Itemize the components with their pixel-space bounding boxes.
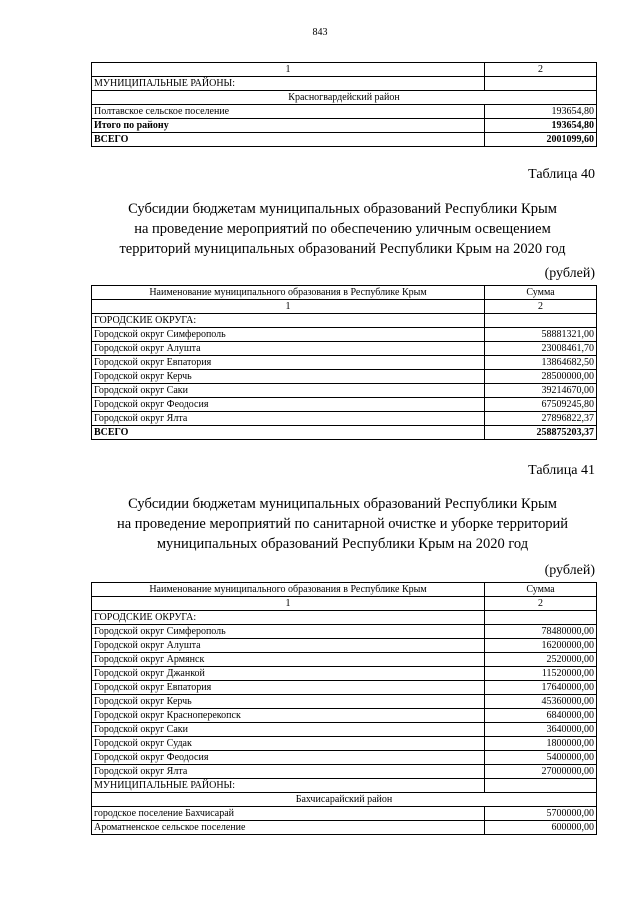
table-prev-body <box>92 63 597 147</box>
table-row <box>92 625 597 639</box>
row-name: Городской округ Алушта <box>92 342 485 356</box>
table-prev <box>91 62 597 147</box>
title-line: на проведение мероприятий по обеспечению уличным освещением <box>134 221 551 237</box>
col-num-2: 2 <box>485 300 597 314</box>
row-value: 27896822,37 <box>485 412 597 426</box>
header-sum: Сумма <box>485 286 597 300</box>
row-value: 600000,00 <box>485 821 597 835</box>
title-line: муниципальных образований Республики Крым на 2020 год <box>156 536 529 552</box>
table-row <box>92 793 597 807</box>
row-name: Городской округ Керчь <box>92 370 485 384</box>
table40-label: Таблица 40 <box>528 167 595 182</box>
table41-body <box>92 583 597 835</box>
col-num-1: 1 <box>92 63 485 77</box>
table-row <box>92 611 597 625</box>
table41 <box>91 582 597 835</box>
row-value: 67509245,80 <box>485 398 597 412</box>
row-name: Городской округ Джанкой <box>92 667 485 681</box>
row-name: Городской округ Феодосия <box>92 751 485 765</box>
row-name: Полтавское сельское поселение <box>92 105 485 119</box>
table-header-nums <box>92 597 597 611</box>
table40-title <box>60 199 625 259</box>
table-row <box>92 821 597 835</box>
section-label: ГОРОДСКИЕ ОКРУГА: <box>92 611 485 625</box>
table-row <box>92 667 597 681</box>
table-row <box>92 328 597 342</box>
table-row <box>92 807 597 821</box>
section-label: МУНИЦИПАЛЬНЫЕ РАЙОНЫ: <box>92 77 485 91</box>
table-header <box>92 286 597 300</box>
table41-units: (рублей) <box>544 563 595 578</box>
row-value <box>485 77 597 91</box>
row-value: 5700000,00 <box>485 807 597 821</box>
row-value: 5400000,00 <box>485 751 597 765</box>
subsection-label: Бахчисарайский район <box>92 793 597 807</box>
row-name: Городской округ Ялта <box>92 412 485 426</box>
table-header-nums <box>92 300 597 314</box>
row-value: 28500000,00 <box>485 370 597 384</box>
table-row <box>92 723 597 737</box>
table-row <box>92 314 597 328</box>
row-value: 23008461,70 <box>485 342 597 356</box>
table-row <box>92 105 597 119</box>
header-name: Наименование муниципального образования в Республике Крым <box>92 583 485 597</box>
total-label: Итого по району <box>92 119 485 133</box>
row-value: 3640000,00 <box>485 723 597 737</box>
table-row <box>92 737 597 751</box>
subsection-label: Красногвардейский район <box>92 91 597 105</box>
row-name: Городской округ Армянск <box>92 653 485 667</box>
table-row <box>92 653 597 667</box>
row-name: Городской округ Феодосия <box>92 398 485 412</box>
row-name: Городской округ Керчь <box>92 695 485 709</box>
section-label: ГОРОДСКИЕ ОКРУГА: <box>92 314 485 328</box>
table-row <box>92 751 597 765</box>
header-sum: Сумма <box>485 583 597 597</box>
row-name: Городской округ Саки <box>92 723 485 737</box>
row-value: 16200000,00 <box>485 639 597 653</box>
row-value <box>485 779 597 793</box>
col-num-2: 2 <box>485 63 597 77</box>
table-row <box>92 133 597 147</box>
row-value <box>485 611 597 625</box>
table41-label: Таблица 41 <box>528 463 595 478</box>
table-row <box>92 695 597 709</box>
table-row <box>92 342 597 356</box>
row-name: Ароматненское сельское поселение <box>92 821 485 835</box>
row-value <box>485 314 597 328</box>
col-num-1: 1 <box>92 597 485 611</box>
table-row <box>92 384 597 398</box>
title-line: на проведение мероприятий по санитарной очистке и уборке территорий <box>116 516 568 532</box>
table40-body <box>92 286 597 440</box>
row-name: Городской округ Ялта <box>92 765 485 779</box>
table-row <box>92 779 597 793</box>
total-value: 258875203,37 <box>485 426 597 440</box>
table-row <box>92 765 597 779</box>
col-num-2: 2 <box>485 597 597 611</box>
section-label: МУНИЦИПАЛЬНЫЕ РАЙОНЫ: <box>92 779 485 793</box>
table-header-nums <box>92 63 597 77</box>
row-name: Городской округ Симферополь <box>92 625 485 639</box>
table-header <box>92 583 597 597</box>
row-name: Городской округ Судак <box>92 737 485 751</box>
table-row <box>92 356 597 370</box>
row-name: Городской округ Красноперекопск <box>92 709 485 723</box>
row-name: Городской округ Евпатория <box>92 356 485 370</box>
table-row <box>92 77 597 91</box>
row-value: 13864682,50 <box>485 356 597 370</box>
page-number: 843 <box>312 27 328 38</box>
table40-units: (рублей) <box>544 266 595 281</box>
row-value: 45360000,00 <box>485 695 597 709</box>
table-row <box>92 681 597 695</box>
total-label: ВСЕГО <box>92 133 485 147</box>
table-row <box>92 639 597 653</box>
row-value: 39214670,00 <box>485 384 597 398</box>
row-value: 58881321,00 <box>485 328 597 342</box>
row-value: 11520000,00 <box>485 667 597 681</box>
title-line: Субсидии бюджетам муниципальных образований Республики Крым <box>128 201 557 217</box>
row-value: 17640000,00 <box>485 681 597 695</box>
table-row <box>92 91 597 105</box>
row-value: 27000000,00 <box>485 765 597 779</box>
row-value: 2520000,00 <box>485 653 597 667</box>
table-row <box>92 370 597 384</box>
total-value: 193654,80 <box>485 119 597 133</box>
total-value: 2001099,60 <box>485 133 597 147</box>
table41-title <box>60 494 625 554</box>
row-name: городское поселение Бахчисарай <box>92 807 485 821</box>
title-line: территорий муниципальных образований Республики Крым на 2020 год <box>119 241 566 257</box>
total-label: ВСЕГО <box>92 426 485 440</box>
table-row <box>92 412 597 426</box>
title-line: Субсидии бюджетам муниципальных образований Республики Крым <box>128 496 557 512</box>
row-value: 78480000,00 <box>485 625 597 639</box>
table-row <box>92 119 597 133</box>
col-num-1: 1 <box>92 300 485 314</box>
table-row <box>92 426 597 440</box>
row-name: Городской округ Симферополь <box>92 328 485 342</box>
row-name: Городской округ Евпатория <box>92 681 485 695</box>
row-name: Городской округ Саки <box>92 384 485 398</box>
row-value: 193654,80 <box>485 105 597 119</box>
header-name: Наименование муниципального образования в Республике Крым <box>92 286 485 300</box>
table-row <box>92 709 597 723</box>
row-name: Городской округ Алушта <box>92 639 485 653</box>
row-value: 1800000,00 <box>485 737 597 751</box>
table-row <box>92 398 597 412</box>
table40 <box>91 285 597 440</box>
row-value: 6840000,00 <box>485 709 597 723</box>
